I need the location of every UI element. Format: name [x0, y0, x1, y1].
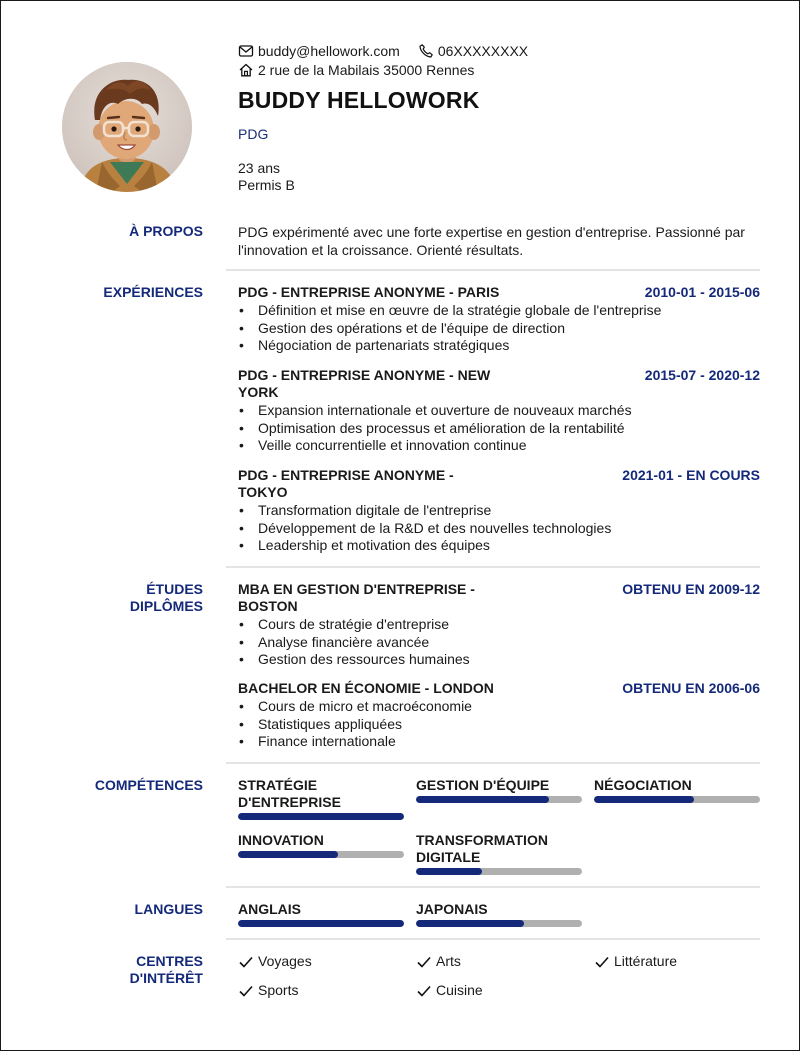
experience-date: 2015-07 - 2020-12 [644, 367, 760, 383]
education-bullets [238, 698, 760, 751]
experience-bullets [238, 402, 760, 455]
experience-title: PDG - ENTREPRISE ANONYME - PARIS [238, 284, 500, 300]
bullet-item: • Expansion internationale et ouverture de nouveaux marchés [238, 402, 760, 420]
skill-bar [416, 796, 582, 803]
education-entry [238, 680, 760, 751]
label-line: ÉTUDES [146, 581, 203, 597]
language-name: ANGLAIS [238, 901, 301, 917]
language-bar [238, 920, 404, 927]
section-label-skills: COMPÉTENCES [94, 777, 203, 793]
check-icon [594, 954, 610, 970]
driving-license: Permis B [238, 177, 295, 193]
experience-bullets [238, 302, 760, 355]
language-bar-fill [238, 920, 404, 927]
label-line: DIPLÔMES [129, 598, 203, 614]
education-entry [238, 581, 760, 669]
label-line: CENTRES [136, 953, 203, 969]
language-name: JAPONAIS [416, 901, 488, 917]
experience-entry [238, 284, 760, 355]
experience-date: 2021-01 - EN COURS [622, 467, 760, 483]
contact-address: 2 rue de la Mabilais 35000 Rennes [258, 62, 475, 78]
check-icon [238, 954, 254, 970]
skill-bar [238, 813, 404, 820]
section-label-experiences: EXPÉRIENCES [103, 284, 203, 300]
section-divider [226, 938, 760, 940]
phone-icon [418, 43, 434, 59]
interest-item [416, 982, 483, 999]
language-item [416, 901, 582, 927]
skill-name: STRATÉGIE D'ENTREPRISE [238, 777, 341, 810]
language-bar [416, 920, 582, 927]
skill-item [238, 777, 404, 820]
skill-bar-fill [238, 813, 404, 820]
experience-entry [238, 367, 760, 455]
skill-item [416, 777, 582, 803]
interest-label: Cuisine [436, 982, 483, 998]
bullet-item: • Leadership et motivation des équipes [238, 537, 760, 555]
skill-bar-fill [594, 796, 694, 803]
bullet-item: • Gestion des ressources humaines [238, 651, 760, 669]
bullet-item: • Gestion des opérations et de l'équipe de direction [238, 320, 760, 338]
interest-item [238, 982, 298, 999]
skill-bar-fill [416, 796, 549, 803]
education-bullets [238, 616, 760, 669]
language-item [238, 901, 404, 927]
interest-label: Sports [258, 982, 299, 998]
skill-bar-fill [238, 851, 338, 858]
experience-title: PDG - ENTREPRISE ANONYME - NEW YORK [238, 367, 491, 400]
education-title: BACHELOR EN ÉCONOMIE - LONDON [238, 680, 494, 696]
skill-item [416, 832, 582, 875]
about-text: PDG expérimenté avec une forte expertise en gestion d'entreprise. Passionné par l'innovation et la croissance. Orienté résultats. [238, 224, 745, 258]
job-title: PDG [238, 126, 269, 142]
skill-name: TRANSFORMATION DIGITALE [416, 832, 548, 865]
skill-item [594, 777, 760, 803]
education-date: OBTENU EN 2009-12 [622, 581, 760, 597]
skill-item [238, 832, 404, 858]
bullet-item: • Cours de micro et macroéconomie [238, 698, 760, 716]
skill-bar [238, 851, 404, 858]
skill-bar [594, 796, 760, 803]
section-divider [226, 566, 760, 568]
label-line: D'INTÉRÊT [129, 970, 203, 986]
section-divider [226, 762, 760, 764]
experience-bullets [238, 502, 760, 555]
interest-item [594, 953, 677, 970]
bullet-item: • Négociation de partenariats stratégiques [238, 337, 760, 355]
bullet-item: • Finance internationale [238, 733, 760, 751]
contact-phone: 06XXXXXXXX [437, 43, 529, 59]
interest-item [416, 953, 461, 970]
check-icon [416, 954, 432, 970]
profile-photo [62, 62, 192, 192]
bullet-item: • Définition et mise en œuvre de la stratégie globale de l'entreprise [238, 302, 760, 320]
experience-title: PDG - ENTREPRISE ANONYME - TOKYO [238, 467, 454, 500]
section-label-about: À PROPOS [129, 223, 203, 239]
interest-label: Littérature [614, 953, 678, 969]
education-title: MBA EN GESTION D'ENTREPRISE - BOSTON [238, 581, 475, 614]
skill-name: NÉGOCIATION [594, 777, 692, 793]
experience-date: 2010-01 - 2015-06 [644, 284, 760, 300]
skill-bar-fill [416, 868, 482, 875]
interest-item [238, 953, 312, 970]
section-label-languages: LANGUES [134, 901, 203, 917]
section-label-education [130, 581, 203, 615]
contact-block [238, 42, 528, 79]
skill-bar [416, 868, 582, 875]
interest-label: Arts [436, 953, 461, 969]
contact-email: buddy@hellowork.com [258, 43, 400, 59]
section-label-interests [130, 953, 203, 987]
interest-label: Voyages [258, 953, 312, 969]
language-bar-fill [416, 920, 524, 927]
candidate-name: BUDDY HELLOWORK [238, 87, 480, 113]
bullet-item: • Optimisation des processus et amélioration de la rentabilité [238, 420, 760, 438]
bullet-item: • Analyse financière avancée [238, 634, 760, 652]
personal-info [238, 160, 295, 194]
envelope-icon [238, 43, 254, 59]
bullet-item: • Cours de stratégie d'entreprise [238, 616, 760, 634]
bullet-item: • Transformation digitale de l'entreprise [238, 502, 760, 520]
experience-entry [238, 467, 760, 555]
bullet-item: • Statistiques appliquées [238, 716, 760, 734]
email-item[interactable] [238, 42, 400, 60]
age: 23 ans [238, 160, 281, 176]
section-divider [226, 269, 760, 271]
check-icon [238, 983, 254, 999]
home-icon [238, 62, 254, 78]
bullet-item: • Veille concurrentielle et innovation continue [238, 437, 760, 455]
bullet-item: • Développement de la R&D et des nouvelles technologies [238, 520, 760, 538]
address-item [238, 61, 474, 79]
section-divider [226, 886, 760, 888]
check-icon [416, 983, 432, 999]
skill-name: GESTION D'ÉQUIPE [416, 777, 550, 793]
phone-item[interactable] [418, 42, 528, 60]
skill-name: INNOVATION [238, 832, 324, 848]
education-date: OBTENU EN 2006-06 [622, 680, 760, 696]
